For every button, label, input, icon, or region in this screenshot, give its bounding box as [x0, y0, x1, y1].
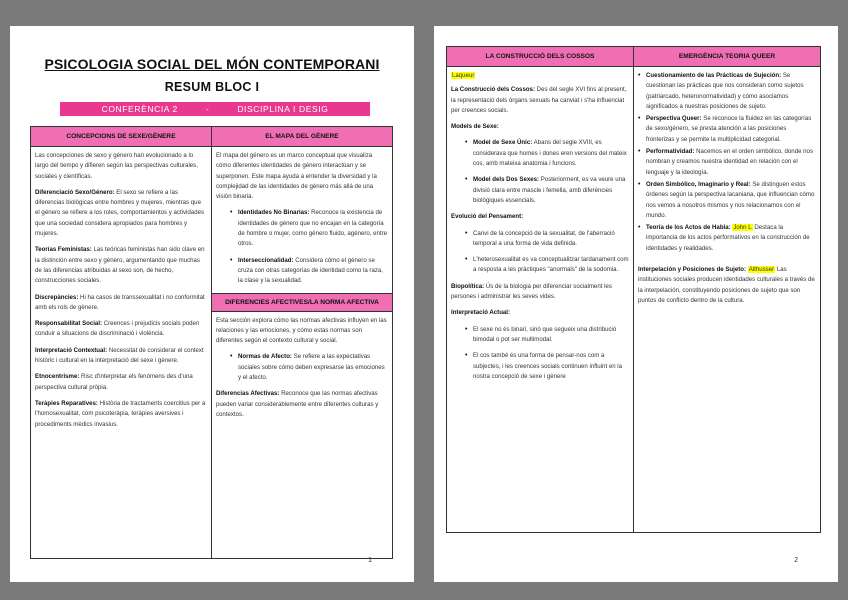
header-mapa-genere: EL MAPA DEL GÈNERE: [212, 127, 393, 147]
summary-table-1: [30, 126, 393, 559]
list-item: • El cos també és una forma de pensar-nos com a subjectes, i les creences socials continuen influint en la nostra concepció de sexe i gènere: [451, 351, 629, 382]
concepcions-item: Etnocentrisme: Risc d'interpretar els fenòmens des d'una perspectiva cultural pròpia.: [35, 373, 193, 391]
interp-label: Interpretació Actual:: [451, 309, 511, 317]
mapa-bullets: [216, 208, 388, 286]
list-item: • Model dels Dos Sexes: Posteriorment, es va veure una divisió clara entre mascle i femella, amb diferències biològiques essencials.: [451, 175, 629, 206]
queer-closing: Interpelación y Posiciones de Sujeto: Althusser Las instituciones sociales producen identidades culturales a través de la interpelación, constituyendo posiciones de sujeto que son puntos de conflicto dentro de la cultura.: [638, 266, 815, 304]
list-item: • Teoría de los Actos de Habla: John L Destaca la importancia de los actos performativos en la construcción de identidades y realidades.: [638, 223, 816, 254]
evol-label: Evolució del Pensament:: [451, 213, 524, 221]
list-item: • Orden Simbólico, Imaginario y Real: Se distinguen estos órdenes según la perspectiva lacaniana, que influencian cómo nos vemos a nosotros mismos y nos relacionamos con el mundo.: [638, 180, 816, 221]
interp-list: [451, 325, 629, 382]
page-1: [10, 26, 414, 582]
list-item: • Canvi de la concepció de la sexualitat, de l'aberració temporal a una forma de vida definida.: [451, 229, 629, 250]
list-item: • El sexe no és binari, sinó que segueix una distribució bimodal o pot ser multimodal.: [451, 325, 629, 346]
cell-teoria-queer: [634, 67, 821, 533]
header-teoria-queer: EMERGÈNCIA TEORIA QUEER: [634, 47, 821, 67]
concepcions-item: Interpretació Contextual: Necessitat de considerar el context històric i cultural en la interpretació del sexe i gènere.: [35, 346, 204, 365]
queer-bullets: [638, 71, 816, 254]
cell-mapa-genere: [212, 147, 393, 559]
concepcions-intro: Las concepciones de sexo y género han evolucionado a lo largo del tiempo y difieren según las perspectivas culturales, sociales y científicas.: [35, 152, 198, 180]
models-label: Models de Sexe:: [451, 123, 499, 131]
page-number: 1: [368, 557, 372, 564]
concepcions-item: Diferenciació Sexo/Género: El sexo se refiere a las diferencias biológicas entre hombres y mujeres, mientras que el género se refiere a los roles, comportamientos y actividades que una sociedad considera apropiados para hombres y mujeres.: [35, 188, 205, 238]
concepcions-item: Teràpies Reparatives: Història de tractaments coercitius per a l'homosexualitat, com psicoteràpia, teràpies aversives i procediments mèdics invasius.: [35, 399, 206, 428]
author-highlight: John L: [733, 224, 752, 232]
list-item: • Cuestionamiento de las Prácticas de Sujeción: Se cuestionan las prácticas que nos consideran como sujetos (patriarcado, heteronormatividad) y cómo asociamos significados a nuestras posiciones de sujeto.: [638, 71, 816, 112]
evol-list: [451, 229, 629, 276]
norma-closing: Diferencias Afectivas: Reconoce que las normas afectivas pueden variar considerablemente entre diferentes culturas y contextos.: [216, 390, 379, 418]
document-title: PSICOLOGIA SOCIAL DEL MÓN CONTEMPORANI: [44, 56, 380, 72]
list-item: • Model de Sexe Únic: Abans del segle XVIII, es considerava que homes i dones eren versions del mateix cos, amb mateixa anatomia i funcions.: [451, 138, 629, 169]
banner-dash: -: [205, 104, 210, 114]
cell-construccio-cossos: [447, 67, 634, 533]
header-concepcions: CONCEPCIONS DE SEXE/GÈNERE: [31, 127, 212, 147]
construccio-intro: La Construcció dels Cossos: Des del segle XVI fins al present, la representació dels òrgans sexuals ha canviat i s'ha influenciat per creences socials.: [451, 86, 627, 114]
biopolitica: Biopolítica: Ús de la biologia per diferenciar socialment les persones i administrar les seves vides.: [451, 282, 612, 301]
concepcions-item: Discrepàncies: Hi ha casos de transsexualitat i no conformitat amb els rols de gènere.: [35, 293, 205, 311]
page-2: [434, 26, 838, 582]
header-norma-afectiva: DIFERENCIES AFECTIVES/LA NORMA AFECTIVA: [212, 293, 392, 312]
norma-intro: Esta sección explora cómo las normas afectivas influyen en las relaciones y las emociones, y cómo estas normas son diferentes según el contexto cultural y social.: [216, 316, 387, 345]
list-item: • Perspectiva Queer: Se reconoce la fluidez en las categorías de sexo/género, se presta atención a las posiciones fronterizas y se permite la multiplicidad categorial.: [638, 114, 816, 145]
concepcions-item: Teorías Feministas: Las teóricas feministas han sido clave en la distinción entre sexo y género, argumentando que muchas de las diferencias atribuidas al sexo son, de hecho, construcciones sociales.: [35, 246, 205, 285]
list-item: • Performatividad: Nacemos en el orden simbólico, donde nos nombran y creamos nuestra identidad en relación con el lenguaje y la ideología.: [638, 147, 816, 178]
page-number: 2: [794, 557, 798, 564]
section-banner: [60, 102, 370, 116]
models-list: [451, 138, 629, 206]
list-item: • Interseccionalidad: Considera cómo el género se cruza con otras categorías de identidad como la raza, la clase y la sexualidad.: [216, 256, 388, 287]
mapa-intro: El mapa del género es un marco conceptual que visualiza cómo diferentes identidades de género interactúan y se superponen. Este mapa ayuda a entender la diversidad y la complejidad de las identidades de género más allá de una visión binaria.: [216, 152, 377, 201]
header-construccio-cossos: LA CONSTRUCCIÓ DELS COSSOS: [447, 47, 634, 67]
author-highlight: Althusser: [748, 266, 775, 274]
list-item: • L'heterosexualitat es va conceptualitzar tardanament com a resposta a les pràctiques "anormals" de la sodomia.: [451, 255, 629, 276]
author-highlight: Laqueur: [452, 72, 475, 79]
list-item: • Identidades No Binarias: Reconoce la existencia de identidades de género que no encajan en la categoría de hombre o mujer, como género fluido, agénero, entre otros.: [216, 208, 388, 249]
norma-bullets: [216, 352, 388, 383]
document-subtitle: RESUM BLOC I: [164, 80, 260, 94]
banner-right: DISCIPLINA I DESIG: [237, 104, 329, 114]
banner-left: CONFERÈNCIA 2: [101, 104, 178, 114]
summary-table-2: [446, 46, 821, 533]
list-item: • Normas de Afecto: Se refiere a las expectativas sociales sobre cómo deben expresarse las emociones y el afecto.: [216, 352, 388, 383]
cell-concepcions: [31, 147, 212, 559]
concepcions-item: Responsabilitat Social: Creences i prejudicis socials poden conduir a situacions de discriminació i violència.: [35, 320, 200, 338]
